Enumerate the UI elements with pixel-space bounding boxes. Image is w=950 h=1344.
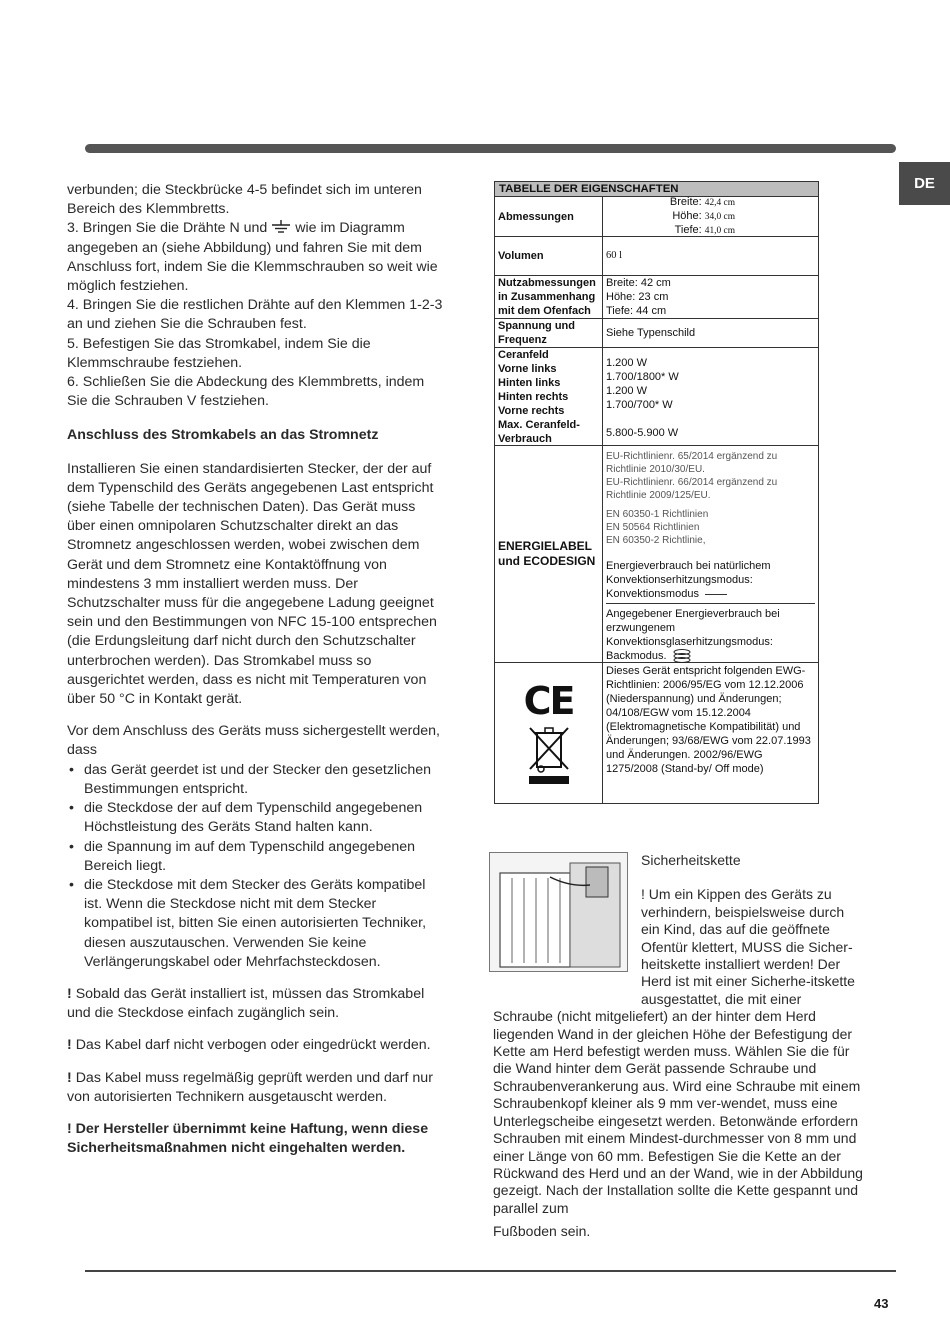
page-number: 43 <box>874 1296 889 1311</box>
label-line: Max. Ceranfeld-Verbrauch <box>498 419 580 445</box>
coins-icon <box>672 649 692 663</box>
value-line: EN 60350-1 Richtlinien <box>606 509 709 520</box>
safety-chain-section <box>493 852 865 1241</box>
label: Breite: <box>669 195 702 208</box>
table-row <box>495 197 818 237</box>
paragraph: 5. Befestigen Sie das Stromkabel, indem Sie die Klemmschraube festziehen. <box>67 335 371 371</box>
warning-bold: ! Der Hersteller übernimmt keine Haftung, wenn diese Sicherheitsmaßnahmen nicht eingehalten werden. <box>67 1120 429 1157</box>
warning-text: Sobald das Gerät installiert ist, müssen das Stromkabel und die Steckdose einfach zugänglich sein. <box>67 985 425 1022</box>
value-line: EU-Richtlinienr. 65/2014 ergänzend zu Richtlinie 2010/30/EU. <box>606 451 778 475</box>
weee-bin-icon <box>527 725 571 785</box>
section-heading: Anschluss des Stromkabels an das Stromnetz <box>67 427 379 444</box>
row-value <box>603 348 818 445</box>
label-line: Ceranfeld <box>498 349 549 361</box>
warning-text: Das Kabel muss regelmäßig geprüft werden und darf nur von autorisierten Technikern ausgetauscht werden. <box>67 1069 433 1105</box>
table-row <box>495 319 818 348</box>
warning-paragraph <box>67 1069 445 1107</box>
value-line: 1.200 W <box>606 385 647 397</box>
value-line: Breite: 42 cm <box>606 277 671 289</box>
row-value: Siehe Typenschild <box>606 327 696 339</box>
list-item: • die Steckdose der auf dem Typenschild angegebenen Höchstleistung des Geräts Stand halten kann. <box>67 799 445 837</box>
step-3-text-cont: wie im Diagramm angegeben an (siehe Abbildung) und fahren Sie mit dem Anschluss fort, indem Sie die Klemmschrauben so weit wie möglich festziehen. <box>67 220 438 295</box>
value-line: EN 60350-2 Richtlinie, <box>606 535 706 546</box>
step-3-text: 3. Bringen Sie die Drähte N und <box>67 220 268 237</box>
warning-paragraph <box>67 985 445 1023</box>
exclamation-mark: ! <box>67 1037 72 1054</box>
value-line: 1.200 W <box>606 357 647 369</box>
table-row <box>495 348 818 446</box>
value-line: Tiefe: 44 cm <box>606 305 667 317</box>
exclamation-mark: ! <box>67 985 72 1002</box>
bullet-list <box>67 761 445 972</box>
table-title: TABELLE DER EIGENSCHAFTEN <box>495 182 818 197</box>
list-item: • die Spannung im auf dem Typenschild angegebenen Bereich liegt. <box>67 838 445 876</box>
energy-natural <box>606 559 815 604</box>
row-value: 60 l <box>606 250 623 261</box>
value-line: 5.800-5.900 W <box>606 427 679 439</box>
label: Höhe: <box>672 209 702 222</box>
value-text: Angegebener Energieverbrauch bei erzwungenem Konvektionsglaserhitzungsmodus: Backmodus. <box>606 608 780 662</box>
row-label: Nutzabmessungen in Zusammenhang mit dem Ofenfach <box>495 276 603 318</box>
row-label: ENERGIELABEL und ECODESIGN <box>495 446 603 662</box>
warning-paragraph <box>67 1036 445 1055</box>
row-value <box>603 446 818 662</box>
paragraph: verbunden; die Steckbrücke 4-5 befindet sich im unteren Bereich des Klemmbretts. <box>67 182 422 218</box>
value-line: 1.700/1800* W <box>606 371 679 383</box>
exclamation-mark: ! <box>67 1069 72 1086</box>
paragraph: 6. Schließen Sie die Abdeckung des Klemmbretts, indem Sie die Schrauben V festziehen. <box>67 374 425 410</box>
table-row <box>495 446 818 663</box>
energy-forced <box>606 607 815 663</box>
value-line: Höhe: 23 cm <box>606 291 669 303</box>
value: 42,4 cm <box>704 197 735 208</box>
list-item: • die Steckdose mit dem Stecker des Geräts kompatibel ist. Wenn die Steckdose nicht mit dem Stecker kompatibel ist, bitten Sie einen autorisierten Techniker, diesen auszutauschen. Verwenden Sie keine Verlängerungskabel oder Mehrfachsteckdosen. <box>67 876 445 972</box>
value-line: EN 50564 Richtlinien <box>606 522 700 533</box>
header-bar <box>85 144 896 153</box>
properties-table <box>494 181 819 804</box>
table-row <box>495 237 818 276</box>
ce-mark-text: CE <box>523 679 574 723</box>
paragraph: Schraube (nicht mitgeliefert) an der hinter dem Herd liegenden Wand in der gleichen Höhe der Befestigung der Kette am Herd befestigt werden muss. Wählen Sie die für die Wand hinter dem Gerät passende Schraube und Schraubenverankerung aus. Wird eine Schraube mit einem Schraubenkopf kleiner als 9 mm ver-wendet, muss eine Unterlegscheibe eingesetzt werden. Betonwände erfordern Schrauben mit einem Mindest-durchmesser von 8 mm und einer Länge von 60 mm. Befestigen Sie die Kette an der Rückwand des Herd und an der Wand, wie in der Abbildung gezeigt. Nach der Installation sollte die Kette gespannt und parallel zum <box>493 1008 863 1216</box>
symbols-cell <box>495 663 603 803</box>
row-value <box>603 276 818 318</box>
ce-mark-icon <box>524 681 574 721</box>
left-column <box>67 181 445 1158</box>
row-label: Abmessungen <box>495 197 603 236</box>
label-line: Hinten rechts <box>498 391 569 403</box>
row-value: Dieses Gerät entspricht folgenden EWG-Richtlinien: 2006/95/EG vom 12.12.2006 (Niederspannung) und Änderungen; 04/108/EGW vom 15.12.2004 (Elektromagnetische Kompatibilität) und Änderungen; 93/68/EWG vom 22.07.1993 und Änderungen. 2002/96/EWG 1275/2008 (Stand-by/ Off mode) <box>606 665 811 775</box>
section-heading: Sicherheitskette <box>641 852 741 868</box>
row-value <box>603 197 818 236</box>
label-line: Vorne rechts <box>498 405 565 417</box>
row-label <box>495 348 603 445</box>
table-row <box>495 276 818 319</box>
language-tab: DE <box>899 162 950 205</box>
paragraph: Vor dem Anschluss des Geräts muss sichergestellt werden, dass <box>67 723 440 759</box>
paragraph: Fußboden sein. <box>493 1223 591 1240</box>
footer-rule <box>85 1270 896 1272</box>
table-row <box>495 663 818 803</box>
value: 41,0 cm <box>704 225 735 236</box>
value-line: EU-Richtlinienr. 66/2014 ergänzend zu Richtlinie 2009/125/EU. <box>606 477 778 501</box>
row-label: Volumen <box>495 237 603 275</box>
warning-text: Das Kabel darf nicht verbogen oder eingedrückt werden. <box>75 1037 431 1054</box>
paragraph: Installieren Sie einen standardisierten Stecker, der der auf dem Typenschild des Geräts angegebenen Last entspricht (siehe Tabelle der technischen Daten). Das Gerät muss über einen omnipolaren Schutzschalter direkt an das Stromnetz angeschlossen werden, wobei zwischen dem Gerät und dem Stromnetz eine Kontaktöffnung von mindestens 3 mm installiert werden muss. Der Schutzschalter muss für die angegebene Ladung geeignet sein und den Bestimmungen von NFC 15-100 entsprechen (die Erdungsleitung darf nicht durch den Schutzschalter unterbrochen werden). Das Stromkabel muss so ausgerichtet werden, dass es nicht mit Temperaturen von über 50 °C in Kontakt gerät. <box>67 460 437 708</box>
paragraph <box>67 219 445 296</box>
label-line: Vorne links <box>498 363 557 375</box>
row-label: Spannung und Frequenz <box>495 319 603 347</box>
paragraph: 4. Bringen Sie die restlichen Drähte auf den Klemmen 1-2-3 an und ziehen Sie die Schrauben fest. <box>67 297 443 333</box>
label: Tiefe: <box>674 223 702 236</box>
list-item: • das Gerät geerdet ist und der Stecker den gesetzlichen Bestimmungen entspricht. <box>67 761 445 799</box>
paragraph: ! Um ein Kippen des Geräts zu verhindern, beispielsweise durch ein Kind, das auf die geöffnete Ofentür klettert, MUSS die Sicher-heitskette installiert werden! Der Herd ist mit einer Sicherhe-itskette ausgestattet, die mit einer <box>641 886 855 1007</box>
ground-symbol-icon <box>271 220 291 234</box>
value-line: 1.700/700* W <box>606 399 673 411</box>
label-line: Hinten links <box>498 377 561 389</box>
value: 34,0 cm <box>704 211 735 222</box>
value-text: Energieverbrauch bei natürlichem Konvektionserhitzungsmodus: Konvektionsmodus <box>606 560 771 600</box>
divider <box>705 594 727 595</box>
